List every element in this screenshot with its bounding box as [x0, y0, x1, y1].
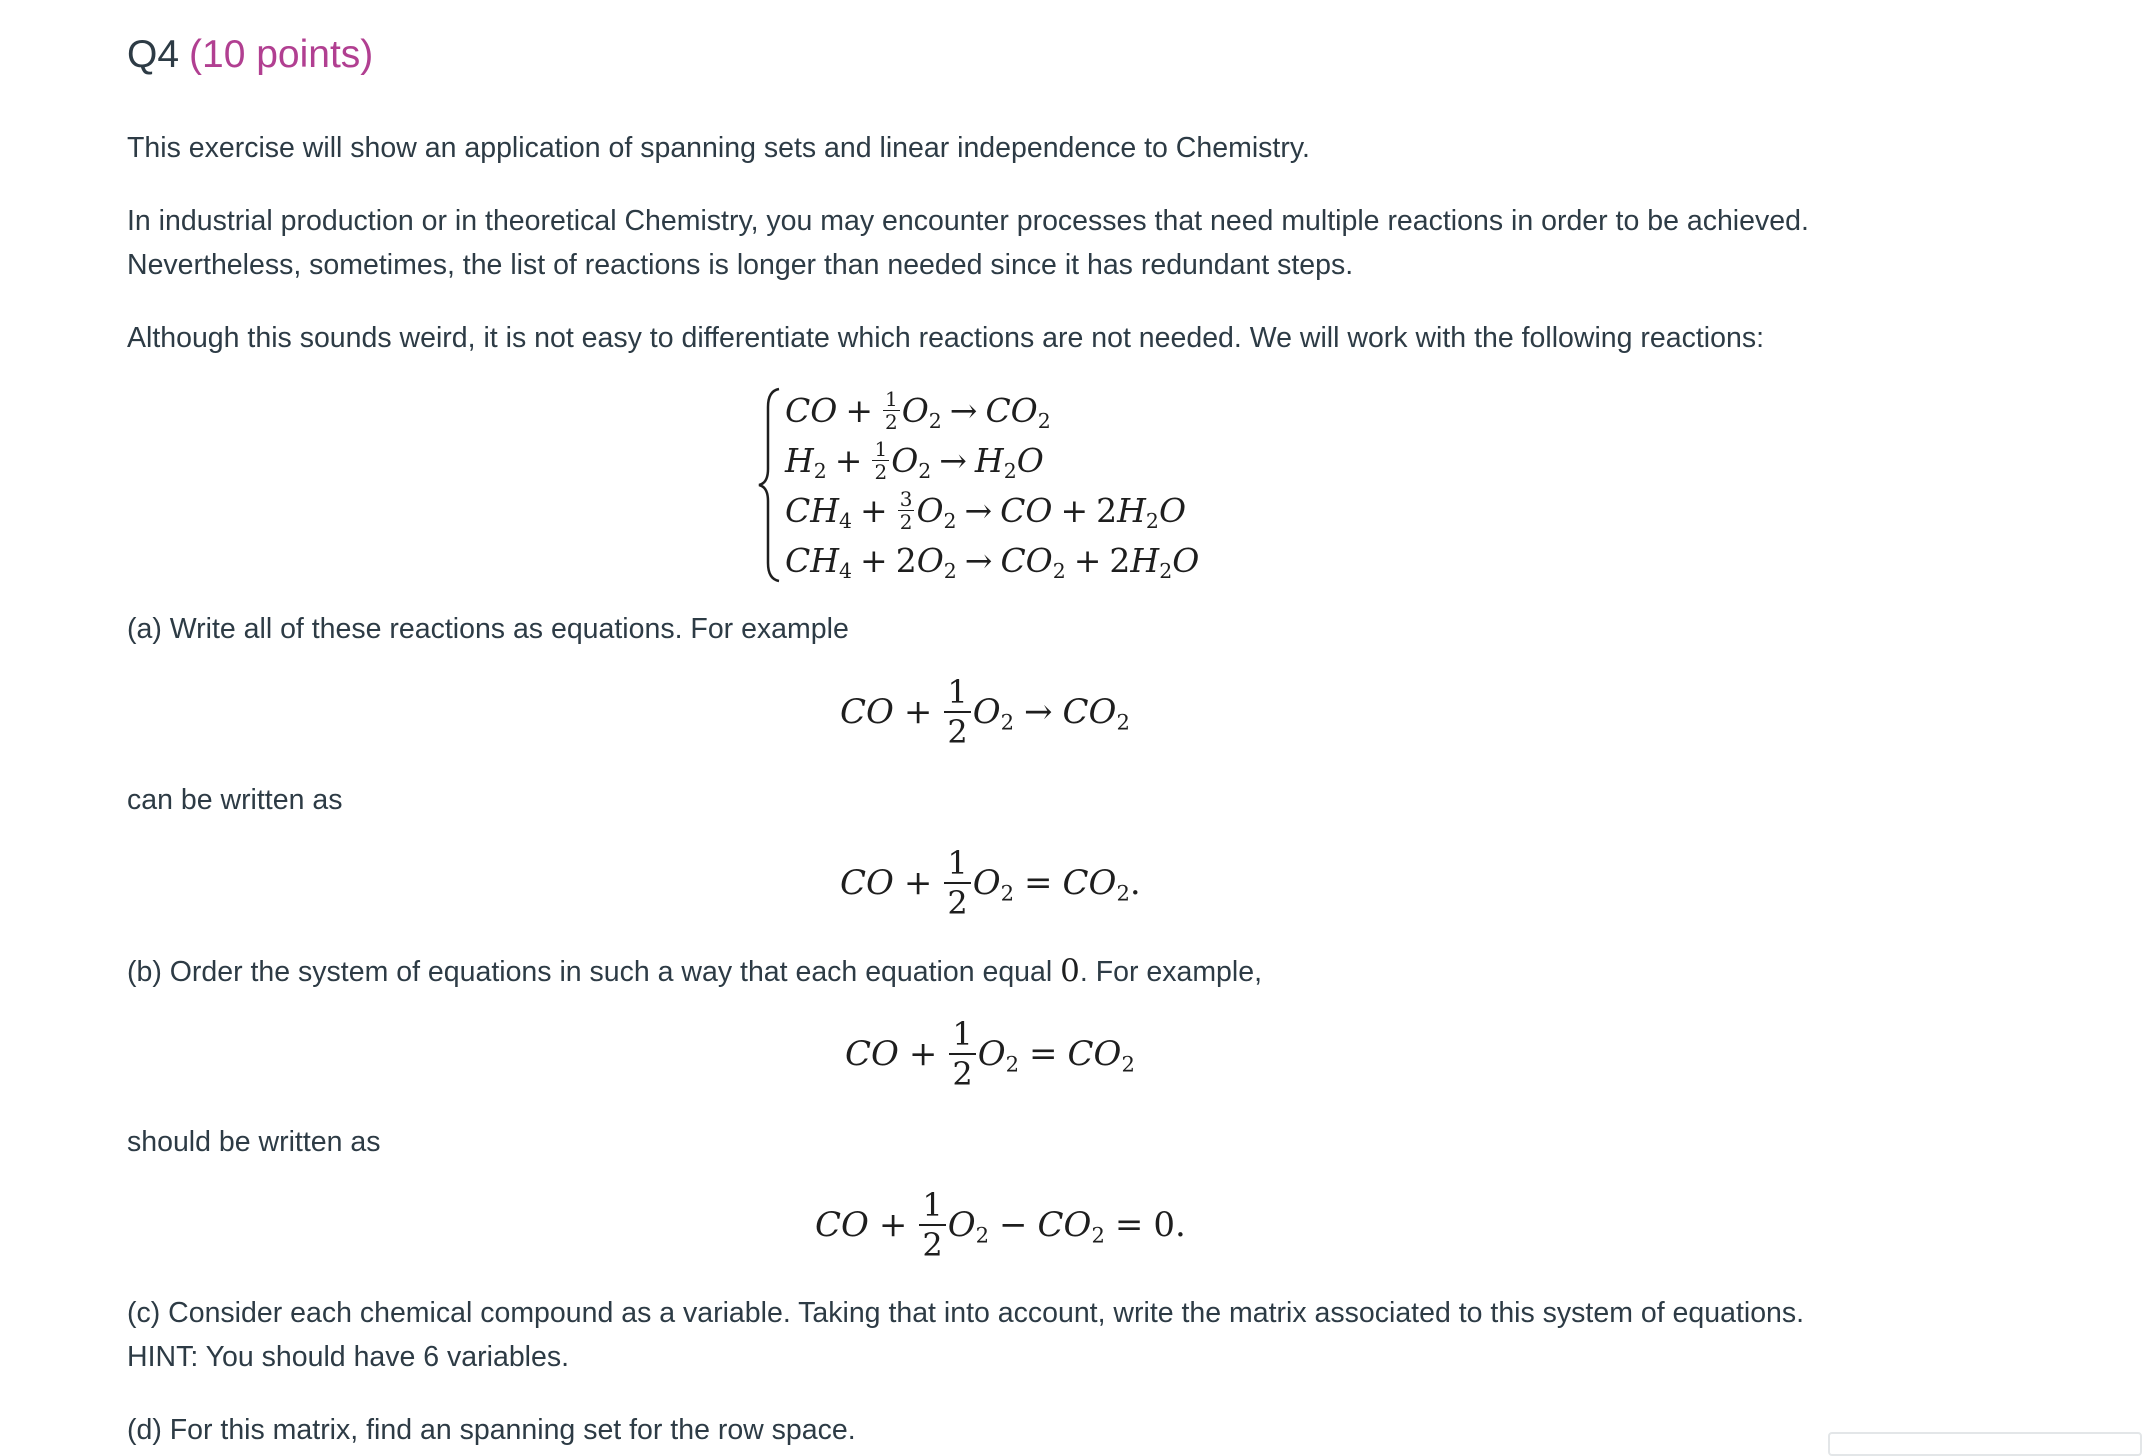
left-brace-icon: [755, 385, 785, 585]
compound: $H_2$: [785, 440, 827, 483]
plus-sign: +: [903, 692, 933, 732]
minus-sign: −: [999, 1205, 1028, 1245]
fraction-one-half: $\frac{1}{2}$: [874, 436, 888, 484]
question-points: (10 points): [189, 33, 374, 76]
should-be-written-text: should be written as: [127, 1126, 381, 1158]
compound: $2H_2O$: [1096, 490, 1186, 533]
plus-sign: +: [860, 540, 888, 580]
reaction-row-2: [785, 435, 1044, 485]
question-label: Q4: [127, 33, 180, 76]
zero-value: 0.: [1153, 1205, 1186, 1245]
plus-sign: +: [903, 863, 933, 903]
compound: $O_2$: [972, 692, 1015, 735]
can-be-written-text: can be written as: [127, 784, 343, 816]
display-equation-example-b: [845, 1014, 1135, 1094]
fraction-one-half: $\frac{1}{2}$: [884, 386, 898, 434]
part-b-zero: 0: [1060, 953, 1080, 989]
reaction-row-1: [785, 385, 1051, 435]
compound: $CH_4$: [785, 540, 853, 583]
industry-paragraph-line2: Nevertheless, sometimes, the list of reactions is longer than needed since it has redundant steps.: [127, 249, 1354, 281]
compound: $2H_2O$: [1109, 540, 1200, 583]
compound: $CO_2$: [985, 390, 1051, 433]
plus-sign: +: [845, 390, 873, 430]
arrow-icon: →: [964, 540, 993, 580]
compound: CO: [845, 1034, 899, 1074]
although-paragraph: Although this sounds weird, it is not easy to differentiate which reactions are not needed. We will work with the following reactions:: [127, 322, 1764, 354]
plus-sign: +: [834, 440, 863, 480]
fraction-one-half: $\frac{1}{2}$: [944, 847, 970, 919]
compound: CO: [840, 692, 894, 732]
fraction-one-half: $\frac{1}{2}$: [919, 1189, 945, 1261]
plus-sign: +: [860, 490, 888, 530]
compound: CO: [1000, 490, 1053, 530]
equals-sign: =: [1029, 1034, 1058, 1074]
fraction-three-halves: $\frac{3}{2}$: [899, 486, 913, 534]
compound: $CO_2$.: [1062, 863, 1141, 906]
compound: $CH_4$: [785, 490, 853, 533]
intro-paragraph: This exercise will show an application of spanning sets and linear independence to Chemistry.: [127, 132, 1310, 164]
part-b-text: [127, 949, 1262, 994]
part-c-text-line1: (c) Consider each chemical compound as a variable. Taking that into account, write the matrix associated to this system of equations.: [127, 1297, 1805, 1329]
compound: $CO_2$: [1000, 540, 1066, 583]
equals-sign: =: [1114, 1205, 1144, 1245]
plus-sign: +: [1060, 490, 1089, 530]
compound: $O_2$: [947, 1205, 990, 1248]
display-equation-arrow: [840, 672, 1130, 752]
display-equation-zero: [815, 1185, 1186, 1265]
display-equation-equals: [840, 843, 1141, 923]
fraction-one-half: $\frac{1}{2}$: [949, 1018, 975, 1090]
compound: CO: [840, 863, 894, 903]
part-b-text-post: . For example,: [1079, 956, 1263, 988]
compound: CO: [785, 390, 838, 430]
answer-box-edge[interactable]: [1828, 1432, 2142, 1456]
equals-sign: =: [1024, 863, 1053, 903]
reaction-system: [755, 385, 1275, 585]
compound: $O_2$: [916, 490, 957, 533]
part-d-text: (d) For this matrix, find an spanning set for the row space.: [127, 1414, 856, 1446]
compound: $H_2O$: [974, 440, 1044, 483]
compound: $O_2$: [977, 1034, 1020, 1077]
reaction-row-4: [785, 535, 1199, 585]
arrow-icon: →: [964, 490, 993, 530]
compound: $CO_2$: [1067, 1034, 1135, 1077]
plus-sign: +: [878, 1205, 908, 1245]
plus-sign: +: [908, 1034, 938, 1074]
compound: $O_2$: [901, 390, 942, 433]
compound: $CO_2$: [1037, 1205, 1105, 1248]
question-title: [127, 30, 373, 80]
compound: $2O_2$: [895, 540, 957, 583]
part-b-text-pre: (b) Order the system of equations in such a way that each equation equal: [127, 956, 1061, 988]
reaction-row-3: [785, 485, 1186, 535]
compound: $O_2$: [972, 863, 1015, 906]
arrow-icon: →: [1024, 692, 1053, 732]
plus-sign: +: [1073, 540, 1102, 580]
industry-paragraph-line1: In industrial production or in theoretical Chemistry, you may encounter processes that need multiple reactions in order to be achieved.: [127, 205, 1809, 237]
compound: $O_2$: [891, 440, 932, 483]
compound: $CO_2$: [1062, 692, 1130, 735]
arrow-icon: →: [939, 440, 967, 480]
part-c-hint: HINT: You should have 6 variables.: [127, 1341, 570, 1373]
fraction-one-half: $\frac{1}{2}$: [944, 676, 970, 748]
compound: CO: [815, 1205, 869, 1245]
part-a-text: (a) Write all of these reactions as equations. For example: [127, 613, 849, 645]
arrow-icon: →: [949, 390, 978, 430]
